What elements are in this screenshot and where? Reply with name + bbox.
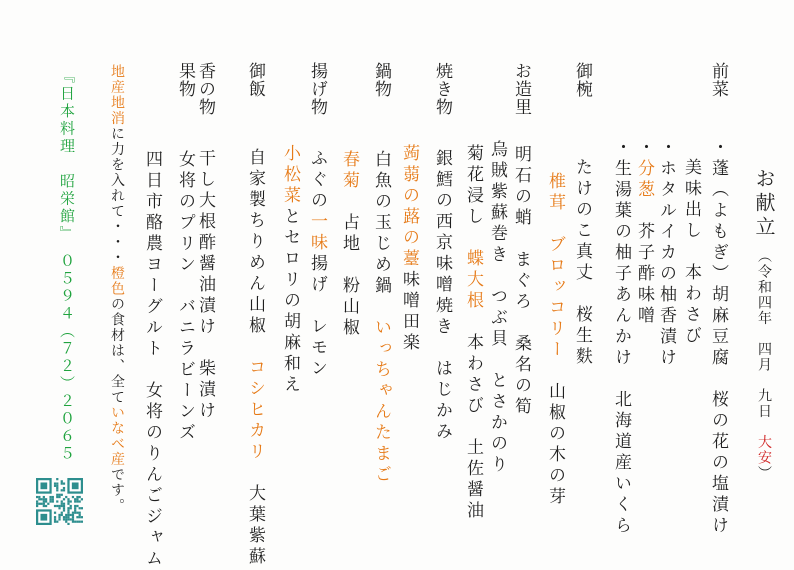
local-produce-note-segment: です。 <box>109 467 124 514</box>
menu-text-segment: ふぐの <box>308 149 327 212</box>
menu-text-segment: 椎茸 ブロッコリー <box>546 172 565 361</box>
header-item-spacer <box>205 116 206 149</box>
menu-text-segment: 銀鱈の西京味噌焼き はじかみ <box>433 149 452 443</box>
menu-text-segment: 烏賊紫蘇巻き つぶ貝 とさかのり <box>488 140 507 476</box>
menu-text-segment: 蝶大根 <box>464 249 483 312</box>
header-item-spacer <box>582 98 583 158</box>
menu-line-shiitake <box>545 62 565 551</box>
menu-text-segment: コシヒカリ <box>246 358 265 463</box>
shop-name-phone: 『日本料理 昭栄館』 ０５９４（７２）２０６５ <box>58 68 74 463</box>
section-header-zensai: 前菜 <box>709 62 728 98</box>
menu-line-otsukuri <box>511 62 531 551</box>
section-header-yakimono: 焼き物 <box>433 62 452 116</box>
header-item-spacer <box>718 98 719 138</box>
menu-line-shungiku <box>339 62 359 551</box>
menu-line-ika <box>487 62 507 551</box>
local-produce-note-segment: 橙色 <box>109 265 124 297</box>
menu-text-segment: 女将のプリン バニラビーンズ <box>176 150 195 444</box>
menu-line-hotaruika <box>656 62 676 551</box>
menu-line-gohan <box>245 62 265 568</box>
menu-text-segment: たけのこ真丈 桜生麩 <box>573 158 592 368</box>
menu-text-segment: 本わさび 土佐醤油 <box>464 312 483 522</box>
menu-line-kounomono <box>195 62 215 551</box>
menu-text-segment: 一味 <box>308 212 327 254</box>
qr-code <box>36 478 83 525</box>
local-produce-note-segment: いなべ産 <box>109 405 124 467</box>
menu-text-segment: 白魚の玉じめ鍋 <box>372 150 391 318</box>
section-header-kudamono: 果物 <box>176 62 195 98</box>
menu-title: お献立 <box>752 168 774 240</box>
header-item-spacer <box>381 98 382 150</box>
menu-text-segment: 大葉紫蘇 <box>246 463 265 568</box>
section-header-otsukuri: お造里 <box>512 62 531 116</box>
menu-text-segment: とセロリの胡麻和え <box>281 207 300 396</box>
menu-text-segment: 菊花浸し <box>464 144 483 249</box>
menu-text-segment: 明石の蛸 まぐろ 桑名の筍 <box>512 145 531 418</box>
menu-line-note <box>106 62 126 551</box>
section-header-agemono: 揚げ物 <box>308 62 327 116</box>
section-header-owan: 御椀 <box>573 62 592 98</box>
menu-text-segment: 美味出し 本わさび <box>682 158 701 347</box>
menu-line-kikka <box>463 62 483 551</box>
menu-text-segment: 揚げ レモン <box>308 254 327 380</box>
menu-text-segment: 小松菜 <box>281 144 300 207</box>
section-header-nabemono: 鍋物 <box>372 62 391 98</box>
menu-text-segment: 自家製ちりめん山椒 <box>246 148 265 358</box>
menu-line-wakegi <box>634 62 654 551</box>
menu-text-segment: ・生湯葉の柚子あんかけ 北海道産いくら <box>612 138 631 537</box>
menu-text-segment: ・ホタルイカの柚香漬け <box>657 138 676 369</box>
menu-text-segment: 蒟蒻の蕗の薹 <box>400 144 419 270</box>
menu-text-segment: 占地 粉山椒 <box>340 192 359 339</box>
menu-date: 大安 <box>756 434 771 466</box>
menu-line-konnyaku <box>399 62 419 551</box>
local-produce-note-segment: 地産地消 <box>109 64 124 126</box>
menu-date: （令和四年 四月 九日 <box>756 240 771 435</box>
menu-date: ） <box>756 465 771 481</box>
menu-line-owan <box>572 62 592 551</box>
menu-line-yogurt <box>142 62 162 570</box>
menu-text-segment: 芥子酢味噌 <box>635 201 654 327</box>
menu-text-segment: ・ <box>635 138 654 159</box>
menu-text-segment: 分葱 <box>635 159 654 201</box>
menu-text-segment: 味噌田楽 <box>400 270 419 354</box>
menu-text-segment: 干し大根酢醤油漬け 柴漬け <box>196 149 215 422</box>
local-produce-note-segment: の食材は、全て <box>109 296 124 405</box>
section-header-kounomono: 香の物 <box>196 62 215 116</box>
menu-text-segment: 春菊 <box>340 150 359 192</box>
menu-line-nabemono <box>371 62 391 551</box>
menu-line-kudamono <box>175 62 195 551</box>
header-item-spacer <box>185 98 186 150</box>
header-item-spacer <box>442 116 443 149</box>
menu-line-yakimono <box>432 62 452 551</box>
menu-line-agemono <box>307 62 327 551</box>
header-item-spacer <box>317 116 318 149</box>
menu-line-namayuba <box>611 62 631 551</box>
header-item-spacer <box>521 116 522 145</box>
menu-text-segment: ・蓬（よもぎ）胡麻豆腐 桜の花の塩漬け <box>709 138 728 537</box>
menu-line-bimidashi <box>681 62 701 551</box>
menu-line-komatsuna <box>280 62 300 551</box>
menu-line-zensai <box>708 62 728 551</box>
local-produce-note-segment: に力を入れて・・・ <box>109 126 124 266</box>
menu-line-title <box>750 62 776 551</box>
menu-text-segment: 山椒の木の芽 <box>546 361 565 508</box>
menu-text-segment: 四日市酪農ヨーグルト 女将のりんごジャム <box>143 150 162 570</box>
section-header-gohan: 御飯 <box>246 62 265 98</box>
menu-text-segment: いっちゃんたまご <box>372 318 391 486</box>
header-item-spacer <box>255 98 256 148</box>
